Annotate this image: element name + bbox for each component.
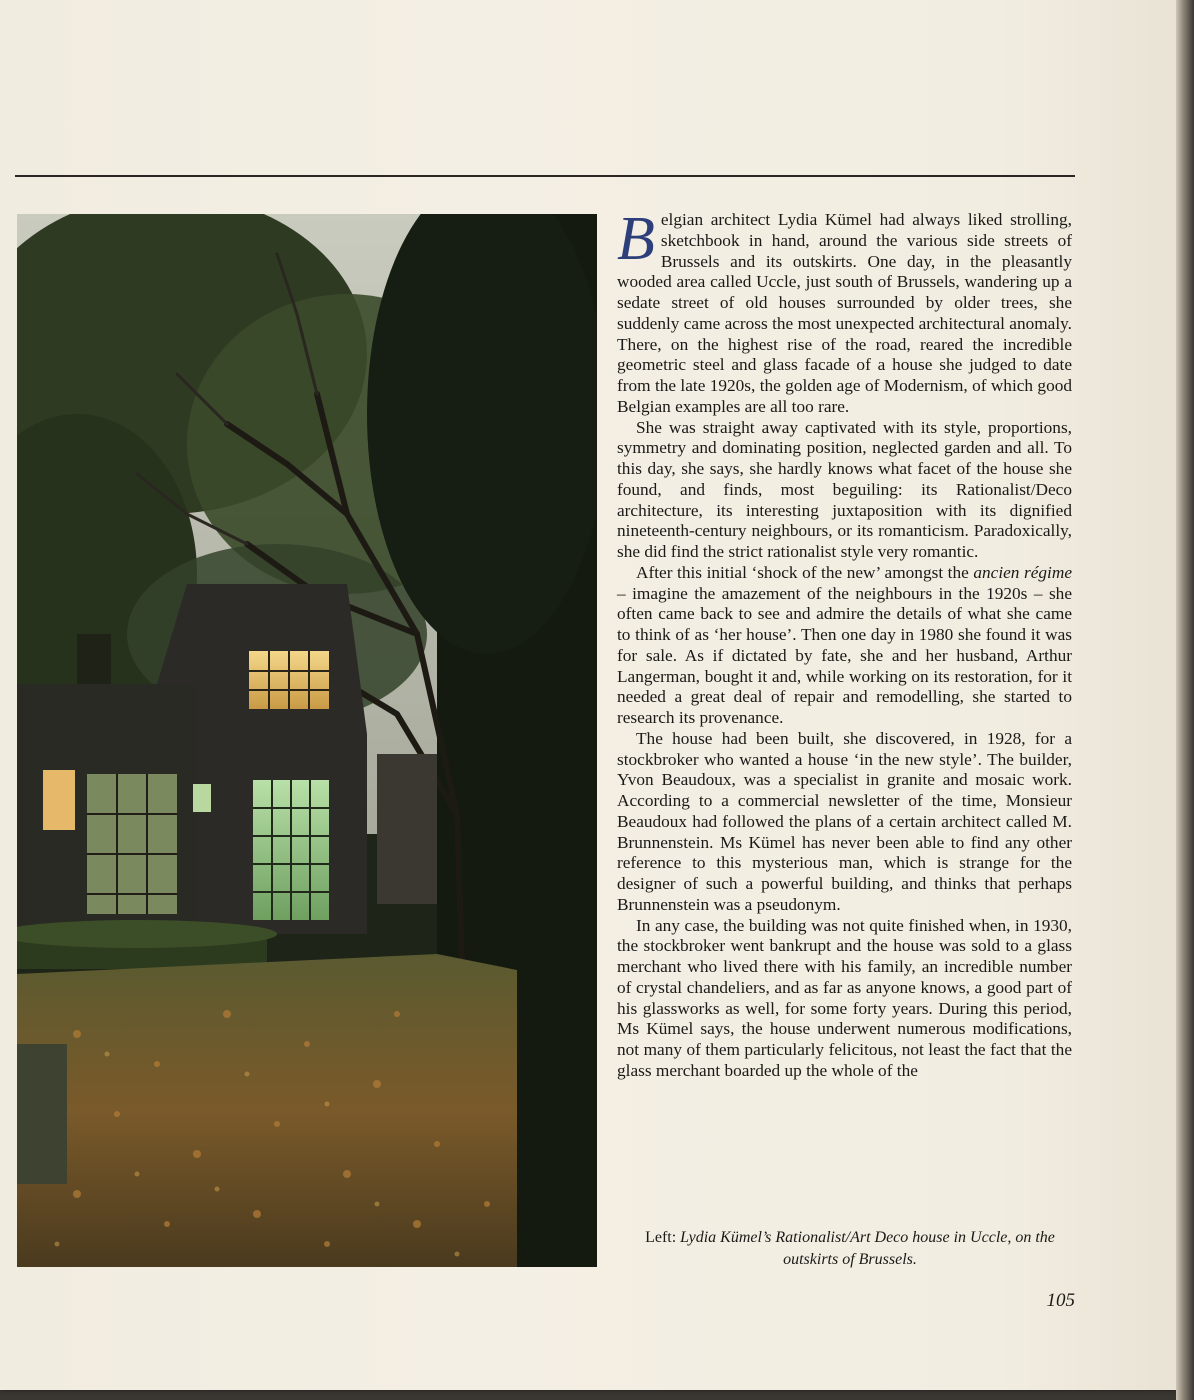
paragraph-3 (617, 563, 1072, 729)
paragraph-5: In any case, the building was not quite finished when, in 1930, the stockbroker went bankrupt and the house was sold to a glass merchant who lived there with his family, an incredible number of crystal chandeliers, and as far as anyone knows, a good part of his glassworks as well, for some forty years. During this period, Ms Kümel says, the house underwent numerous modifications, not many of them particularly felicitous, not least the fact that the glass merchant boarded up the whole of the (617, 915, 1072, 1080)
caption-text: Lydia Kümel’s Rationalist/Art Deco house in Uccle, on the outskirts of Brussels. (680, 1229, 1055, 1268)
paragraph-1-text: elgian architect Lydia Kümel had always liked strolling, sketchbook in hand, around the various side streets of Brussels and its outskirts. One day, in the pleasantly wooded area called Uccle, just south of Brussels, wandering up a sedate street of old houses surrounded by older trees, she suddenly came across the most unexpected architectural anomaly. There, on the highest rise of the road, reared the incredible geometric steel and glass facade of a house she judged to date from the late 1920s, the golden age of Modernism, of which good Belgian examples are all too rare. (617, 210, 1072, 416)
paragraph-3-italic: ancien régime (973, 562, 1072, 582)
glowing-window-upper (249, 651, 329, 709)
green-window (253, 780, 329, 920)
paragraph-3-start: After this initial ‘shock of the new’ amongst the (636, 562, 974, 582)
caption-lead: Left: (645, 1229, 681, 1246)
house-photograph (17, 214, 597, 1267)
paragraph-3-end: – imagine the amazement of the neighbours in the 1920s – she often came back to see and admire the details of what she came to think of as ‘her house’. Then one day in 1980 she found it was for sale. As if dictated by fate, she and her husband, Arthur Langerman, bought it and, while working on its restoration, for it needed a great deal of repair and remodelling, she started to research its provenance. (617, 583, 1072, 727)
page-edge (1176, 0, 1194, 1400)
page-number: 105 (1046, 1290, 1075, 1311)
paragraph-4: The house had been built, she discovered, in 1928, for a stockbroker who wanted a house ‘in the new style’. The builder, Yvon Beaudoux, was a specialist in granite and mosaic work. According to a commercial newsletter of the time, Monsieur Beaudoux had followed the plans of a certain architect called M. Brunnenstein. Ms Kümel has never been able to find any other reference to this mysterious man, which is strange for the designer of such a powerful building, and thinks that perhaps Brunnenstein was a pseudonym. (617, 728, 1072, 914)
paragraph-1 (617, 205, 1072, 418)
article-text (617, 205, 1072, 1082)
photo-caption (640, 1227, 1060, 1271)
header-rule (15, 175, 1075, 177)
paragraph-2: She was straight away captivated with its style, proportions, symmetry and dominating position, neglected garden and all. To this day, she says, she hardly knows what facet of the house she found, and finds, most beguiling: its Rationalist/Deco architecture, its interesting juxtaposition with its dignified nineteenth-century neighbours, or its romanticism. Paradoxically, she did find the strict rationalist style very romantic. (617, 417, 1072, 561)
drop-cap: B (617, 205, 655, 273)
